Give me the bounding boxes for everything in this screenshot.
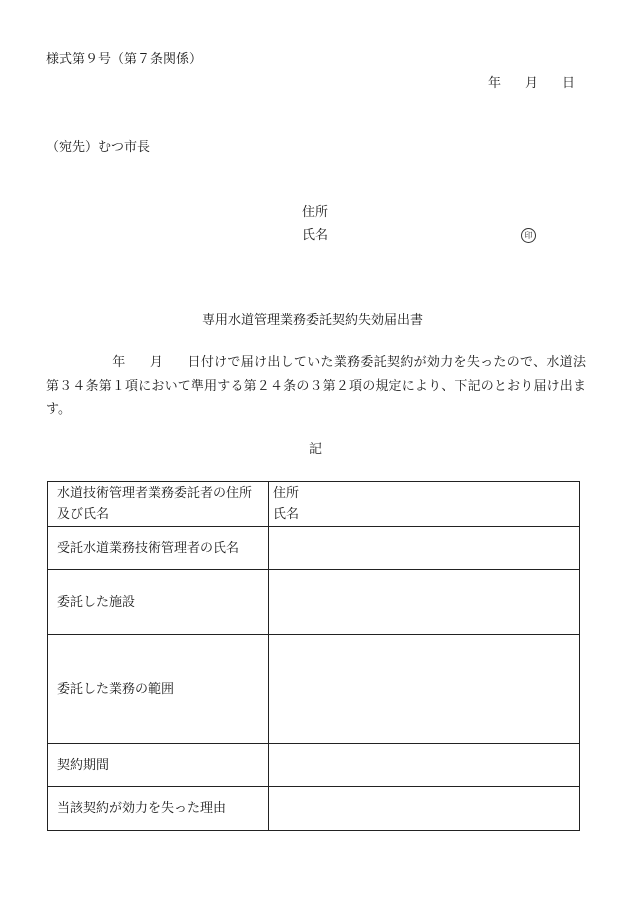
body-month-label: 月 [149, 355, 164, 370]
table-row [48, 635, 580, 744]
applicant-address-label: 住所 [302, 205, 329, 220]
row-scope-label: 委託した業務の範囲 [48, 635, 269, 744]
table-row [48, 744, 580, 787]
consignor-name-label: 氏名 [273, 507, 300, 522]
ki-heading: 記 [309, 442, 323, 457]
row-period-value[interactable] [269, 744, 580, 787]
consignor-label-line1: 水道技術管理者業務委託者の住所 [57, 486, 253, 501]
row-trustee-value[interactable] [269, 527, 580, 570]
applicant-name-label: 氏名 [302, 228, 329, 243]
table-row [48, 482, 580, 527]
consignor-label-line2: 及び氏名 [57, 507, 110, 522]
seal-mark: 印 [521, 228, 536, 243]
info-table [47, 481, 580, 831]
form-number: 様式第９号（第７条関係） [46, 52, 203, 67]
row-facility-label: 委託した施設 [48, 570, 269, 635]
date-line [488, 76, 575, 92]
row-period-label: 契約期間 [48, 744, 269, 787]
addressee: （宛先）むつ市長 [46, 140, 151, 155]
row-trustee-label: 受託水道業務技術管理者の氏名 [48, 527, 269, 570]
date-month-label: 月 [525, 76, 539, 91]
row-consignor-value[interactable] [269, 482, 580, 527]
date-day-label: 日 [562, 76, 576, 91]
document-title: 専用水道管理業務委託契約失効届出書 [202, 313, 424, 328]
row-reason-value[interactable] [269, 787, 580, 831]
table-row [48, 527, 580, 570]
body-text: 日付けで届け出していた業務委託契約が効力を失ったので、水道法第３４条第１項において準用する第２４条の３第２項の規定により、下記のとおり届け出ます。 [46, 355, 586, 417]
row-facility-value[interactable] [269, 570, 580, 635]
body-paragraph [46, 351, 586, 422]
row-scope-value[interactable] [269, 635, 580, 744]
date-year-label: 年 [488, 76, 502, 91]
row-consignor-label [48, 482, 269, 527]
consignor-address-label: 住所 [273, 486, 300, 501]
row-reason-label: 当該契約が効力を失った理由 [48, 787, 269, 831]
body-year-label: 年 [112, 355, 126, 370]
table-row [48, 570, 580, 635]
table-row [48, 787, 580, 831]
